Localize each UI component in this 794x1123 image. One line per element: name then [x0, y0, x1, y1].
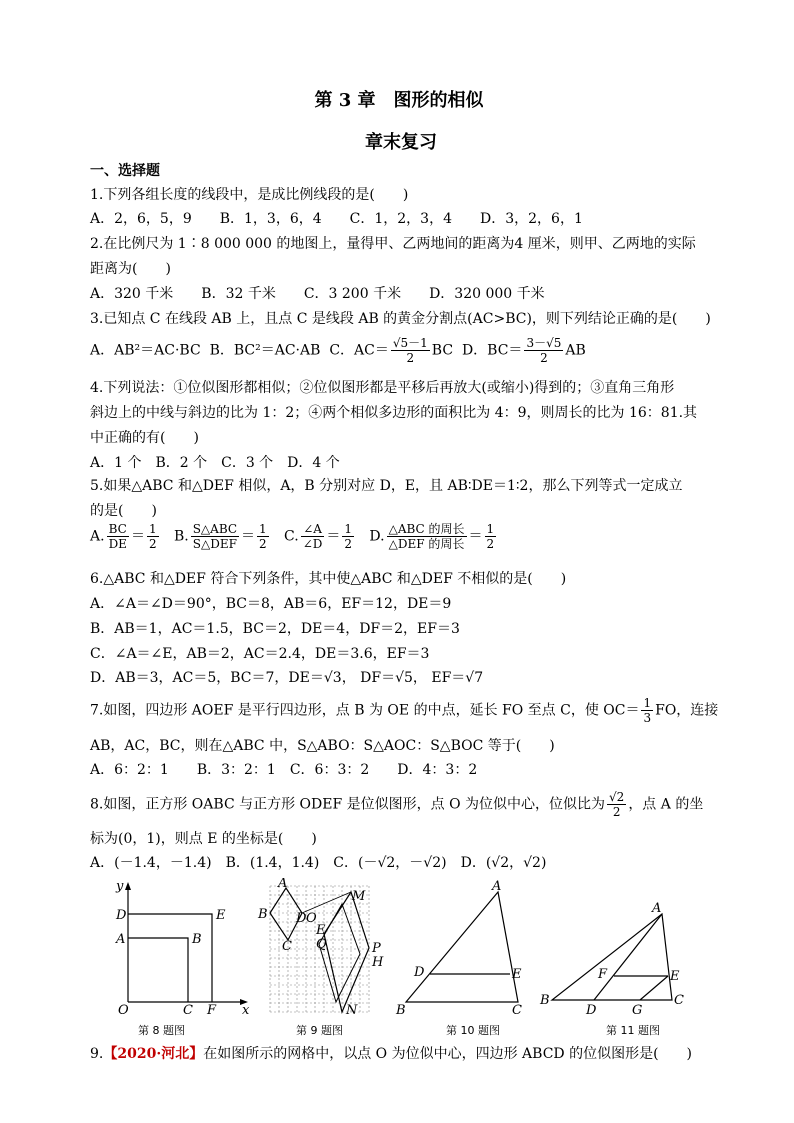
fig8-label-A: A [116, 932, 126, 947]
q5-d-fraction [387, 522, 467, 551]
fraction-denominator: ∠D [302, 537, 323, 551]
fig11-label-F: F [598, 967, 608, 982]
fraction-numerator: S△ABC [192, 522, 238, 536]
q1-stem: 1.下列各组长度的线段中，是成比例线段的是( ) [90, 187, 409, 203]
q8-stem-tail: ，点 A 的坐 [628, 796, 704, 813]
fig9-label-E: E [316, 923, 326, 938]
fig10-label-C: C [512, 1003, 522, 1018]
fig10-label-E: E [512, 967, 522, 982]
fraction-denominator: 2 [486, 537, 495, 551]
caption-figure-9: 第 9 题图 [296, 1024, 343, 1037]
q5-a-label: A. [90, 528, 105, 545]
q3-c-tail: BC [431, 342, 454, 359]
fraction-denominator: 2 [406, 351, 415, 365]
q7-options: A．6：2：1 B．3：2：1 C．6：3：2 D．4：3：2 [90, 762, 478, 778]
q5-c-fraction [301, 522, 325, 551]
fraction-denominator: 2 [259, 537, 267, 551]
fraction-denominator: 2 [148, 537, 157, 551]
fraction-numerator: 1 [486, 522, 495, 536]
fraction-denominator: 2 [612, 805, 621, 819]
q8-stem-line1 [90, 790, 703, 819]
q5-a-fraction [107, 522, 129, 551]
fig8-label-F: F [207, 1003, 217, 1018]
fig9-label-M: M [352, 889, 366, 904]
figure-10 [392, 878, 532, 1018]
q3-option-d: D．BC＝ [461, 342, 523, 359]
equals-sign: ＝ [130, 528, 145, 545]
q7-stem-text: 7.如图，四边形 AOEF 是平行四边形，点 B 为 OE 的中点，延长 FO 至点 C，使 OC＝ [90, 702, 640, 719]
fig9-label-A: A [278, 878, 288, 891]
fig8-label-y: y [116, 879, 124, 894]
q6-option-b: B．AB＝1，AC＝1.5，BC＝2，DE＝4，DF＝2，EF＝3 [90, 621, 460, 637]
q5-d-label: D. [369, 528, 385, 545]
q6-option-c: C．∠A＝∠E，AB＝2，AC＝2.4，DE＝3.6，EF＝3 [90, 646, 430, 662]
fraction-numerator: 1 [148, 522, 157, 536]
q9-stem-text: 在如图所示的网格中，以点 O 为位似中心，四边形 ABCD 的位似图形是( ) [203, 1046, 692, 1062]
chapter-title: 第 3 章 图形的相似 [314, 90, 484, 111]
figure-9 [256, 878, 390, 1018]
q4-stem-line2: 斜边上的中线与斜边的比为 1：2；④两个相似多边形的面积比为 4：9，则周长的比为 16：81.其 [90, 405, 698, 421]
q3-option-c: C．AC＝ [329, 342, 389, 359]
q3-d-tail: AB [565, 342, 586, 359]
fig8-label-B: B [192, 932, 202, 947]
fig10-label-A: A [492, 879, 502, 894]
q5-stem-line2: 的是( ) [90, 503, 157, 519]
fig11-label-A: A [652, 901, 662, 916]
q8-stem-line2: 标为(0，1)，则点 E 的坐标是( ) [90, 831, 317, 847]
q5-stem-line1: 5.如果△ABC 和△DEF 相似，A，B 分别对应 D，E，且 AB∶DE＝1∶2，那么下列等式一定成立 [90, 478, 683, 494]
fraction-numerator: √2 [609, 790, 625, 804]
fraction-numerator: △ABC 的周长 [388, 522, 465, 536]
fraction-numerator: 1 [259, 522, 267, 536]
fraction-numerator: BC [107, 522, 129, 537]
q5-c-ratio [342, 522, 354, 551]
fig9-label-H: H [372, 955, 384, 970]
fig8-label-E: E [216, 908, 226, 923]
q4-options: A．1 个 B．2 个 C．3 个 D．4 个 [90, 455, 340, 471]
fig8-label-O: O [118, 1003, 129, 1018]
fraction-denominator: DE [108, 537, 127, 551]
fig9-label-C: C [282, 939, 292, 954]
q7-stem-line1 [90, 696, 718, 725]
caption-figure-8: 第 8 题图 [138, 1024, 185, 1037]
q6-option-d: D．AB＝3，AC＝5，BC＝7，DE＝√3， DF＝√5， EF＝√7 [90, 670, 484, 686]
q3-d-fraction [524, 336, 563, 365]
q3-options [90, 336, 586, 365]
fraction-numerator: 1 [643, 696, 652, 710]
q4-stem-line1: 4.下列说法：①位似图形都相似；②位似图形都是平移后再放大(或缩小)得到的；③直角三角形 [90, 380, 675, 396]
equals-sign: ＝ [326, 528, 341, 545]
q8-stem-text: 8.如图，正方形 OABC 与正方形 ODEF 是位似图形，点 O 为位似中心，位似比为 [90, 796, 606, 813]
q6-stem: 6.△ABC 和△DEF 符合下列条件，其中使△ABC 和△DEF 不相似的是( ) [90, 571, 567, 587]
figure-11 [538, 878, 694, 1018]
q5-b-ratio [257, 522, 269, 551]
q5-b-fraction [191, 522, 239, 551]
fig11-label-D: D [586, 1003, 597, 1018]
fig9-label-O: O [306, 911, 317, 926]
fraction-denominator: 2 [540, 351, 548, 365]
fraction-denominator: 2 [344, 537, 353, 551]
fig10-label-D: D [414, 965, 425, 980]
fraction-denominator: S△DEF [192, 537, 237, 551]
q9-source-tag: 【2020·河北】 [103, 1046, 204, 1062]
caption-figure-11: 第 11 题图 [606, 1024, 660, 1037]
fraction-numerator: 1 [344, 522, 353, 536]
fig9-label-D: D [296, 911, 307, 926]
figure-8 [108, 878, 256, 1018]
fraction-denominator: 3 [643, 711, 652, 725]
fraction-numerator: 3－√5 [526, 336, 562, 350]
q8-options: A．(－1.4，－1.4) B．(1.4，1.4) C．(－√2，－√2) D．(√2，√2) [90, 855, 547, 871]
fraction-numerator: √5－1 [392, 336, 428, 350]
fig10-label-B: B [396, 1003, 406, 1018]
q6-option-a: A．∠A＝∠D＝90°，BC＝8，AB＝6，EF＝12，DE＝9 [90, 596, 452, 612]
equals-sign: ＝ [468, 528, 483, 545]
q5-d-ratio [485, 522, 497, 551]
fig9-label-P: P [372, 941, 381, 956]
fraction-denominator: △DEF 的周长 [388, 537, 465, 551]
q7-stem-tail: FO，连接 [655, 702, 719, 719]
equals-sign: ＝ [241, 528, 256, 545]
q2-stem-line2: 距离为( ) [90, 261, 171, 277]
q2-options: A．320 千米 B．32 千米 C．3 200 千米 D．320 000 千米 [90, 286, 545, 302]
q5-c-label: C. [284, 528, 299, 545]
section-heading: 一、选择题 [90, 163, 160, 179]
fig11-label-G: G [632, 1003, 643, 1018]
fig8-label-x: x [242, 1003, 250, 1018]
fig9-label-B: B [258, 907, 268, 922]
q3-stem: 3.已知点 C 在线段 AB 上，且点 C 是线段 AB 的黄金分割点(AC>BC)，则下列结论正确的是( ) [90, 311, 711, 327]
fig11-label-E: E [670, 969, 680, 984]
q7-fraction [641, 696, 653, 725]
fig11-label-C: C [674, 993, 684, 1008]
q7-stem-line2: AB，AC，BC，则在△ABC 中，S△ABO：S△AOC：S△BOC 等于( ) [90, 738, 555, 754]
q5-b-label: B. [173, 528, 189, 545]
q3-option-b: B．BC²＝AC·AB [209, 342, 321, 359]
fig8-label-D: D [116, 908, 127, 923]
q2-stem-line1: 2.在比例尺为 1∶8 000 000 的地图上，量得甲、乙两地间的距离为4 厘米，则甲、乙两地的实际 [90, 236, 696, 252]
fig11-label-B: B [540, 993, 550, 1008]
fig9-label-Q: Q [316, 937, 327, 952]
q5-a-ratio [147, 522, 159, 551]
q1-options: A．2，6，5，9 B．1，3，6，4 C．1，2，3，4 D．3，2，6，1 [90, 211, 583, 227]
q4-stem-line3: 中正确的有( ) [90, 430, 199, 446]
caption-figure-10: 第 10 题图 [446, 1024, 500, 1037]
section-subtitle: 章末复习 [365, 132, 437, 153]
fraction-numerator: ∠A [301, 522, 325, 537]
q3-c-fraction [391, 336, 430, 365]
q3-option-a: A．AB²＝AC·BC [90, 342, 201, 359]
q5-options [90, 522, 498, 551]
q8-fraction [607, 790, 626, 819]
q9-number: 9. [90, 1046, 104, 1062]
q9-stem [90, 1043, 692, 1063]
fig9-label-N: N [346, 1003, 358, 1018]
fig8-label-C: C [183, 1003, 193, 1018]
